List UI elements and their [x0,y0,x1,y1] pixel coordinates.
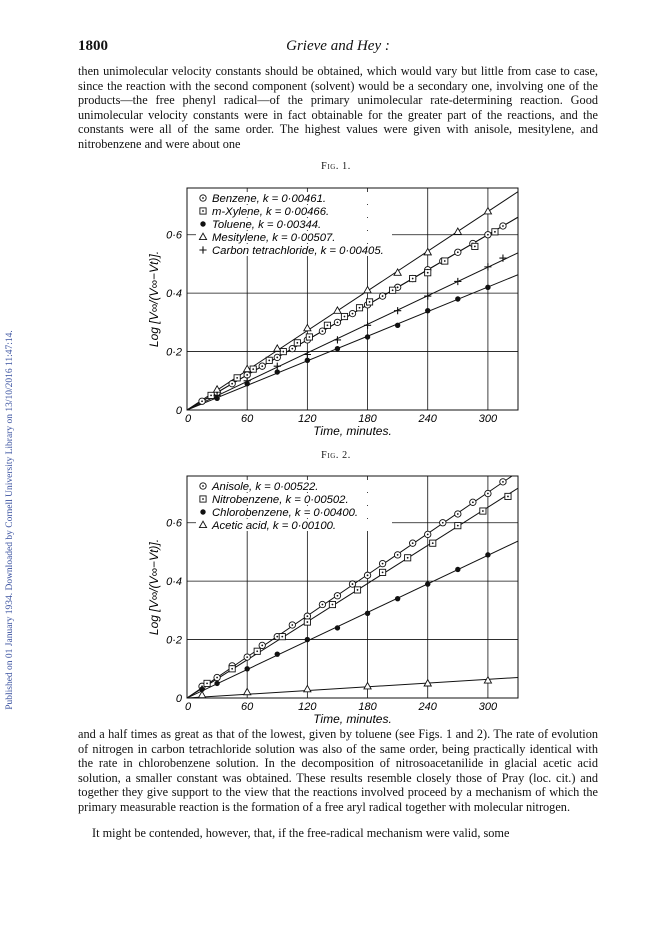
chart-2-x-axis-label: Time, minutes. [313,712,392,726]
chart-1-series-3-point [454,228,461,234]
chart-2-legend-marker-0 [200,483,206,489]
chart-1-legend-marker-0 [200,195,206,201]
chart-2-legend-entry-2: Chlorobenzene, k = 0·00400. [212,507,359,519]
figure-1-label: Fig. 1. [321,161,351,172]
chart-1-series-4-point [454,278,461,285]
figure-2-label: Fig. 2. [321,450,351,461]
paragraph-1: then unimolecular velocity constants should be obtained, which would vary but little from case to case, since the reaction with the second component (solvent) would be a secondary one, involving one of the products—the free phenyl radical—of the primary unimolecular rate-determining reaction. Good unimolecular velocity constants were in fact obtainable for the greater part of the reactions, and the constants were all of the same order. The highest values were given with anisole, mesitylene, and nitrobenzene and were about one [78,64,598,151]
chart-2-legend-marker-1 [200,496,206,502]
chart-1-series-1-point [442,258,448,264]
chart-1-series-0-point [334,319,340,325]
chart-1-series-1-point [425,270,431,276]
chart-2-series-0-point [485,490,491,496]
chart-2-y-tick-label: 0·2 [166,634,182,647]
chart-2-series-1-point [329,601,335,607]
chart-2-series-1-point [279,634,285,640]
chart-1-y-tick-label: 0·2 [166,346,182,359]
page-header [78,38,598,58]
chart-2-series-0-point [244,654,250,660]
chart-2-series-0-point [289,622,295,628]
figure-2-chart [0,466,672,738]
chart-1-legend-entry-2: Toluene, k = 0·00344. [212,219,322,231]
chart-2-series-0-point [259,642,265,648]
chart-2-y-axis-label: Log [V∞/(V∞−Vt)]. [147,538,161,636]
chart-1-series-1-point [266,357,272,363]
chart-2-legend-entry-3: Acetic acid, k = 0·00100. [212,520,337,532]
chart-1-series-1-point [234,375,240,381]
chart-2-series-0-point [304,613,310,619]
chart-2-series-0-point [319,601,325,607]
chart-1-x-tick-label: 60 [241,413,254,425]
chart-2-series-2-point [244,666,249,671]
page-number: 1800 [78,38,108,54]
chart-1-series-2-point [455,296,460,301]
chart-2-series-0-point [440,520,446,526]
paragraph-2: and a half times as great as that of the lowest, given by toluene (see Figs. 1 and 2). The rate of evolution of nitrogen in carbon tetrachloride solution was also of the same order, being practically identical with the rate in chlorobenzene solution. In the decomposition of nitrosoacetanilide in glacial acetic acid solution, a smaller constant was obtained. These results resemble closely those of Pray (loc. cit.) and together they give support to the view that the reactions involved proceed by a mechanism of which the primary measurable reaction is the formation of a free aryl radical together with molecular nitrogen. [78,727,598,814]
chart-2-series-0-point [334,593,340,599]
chart-1-series-1-point [306,334,312,340]
chart-1-series-2-line [187,275,518,410]
chart-1-y-tick-label: 0 [175,405,182,417]
chart-2-series-2-point [305,637,310,642]
chart-2-series-3-point [304,685,311,691]
chart-2-series-3-line [187,678,518,698]
chart-2-series-1-point [254,648,260,654]
chart-2-series-0-point [455,511,461,517]
chart-2-series-1-point [304,619,310,625]
chart-1-x-tick-label: 180 [358,413,377,425]
chart-2-series-0-point [394,552,400,558]
chart-2-series-1-point [505,493,511,499]
chart-1-x-axis-label: Time, minutes. [313,424,392,438]
chart-1-series-0-point [319,328,325,334]
chart-1-series-0-point [349,310,355,316]
chart-2-series-0-point [379,560,385,566]
chart-2-series-1-point [480,508,486,514]
chart-2-series-2-point [425,581,430,586]
chart-1-series-1-point [410,275,416,281]
chart-2-y-tick-label: 0·4 [166,576,182,589]
chart-1-series-1-point [492,229,498,235]
chart-2-series-2-point [455,567,460,572]
chart-1-legend-entry-1: m-Xylene, k = 0·00466. [212,206,330,218]
chart-2-legend-marker-2 [200,509,205,514]
chart-2-series-1-point [405,555,411,561]
chart-2-svg [0,466,672,738]
chart-2-series-1-point [229,666,235,672]
chart-1-series-3-point [484,208,491,214]
chart-2-series-3-point [244,688,251,694]
chart-2-series-1-point [379,569,385,575]
chart-1-series-0-point [229,381,235,387]
chart-1-series-0-point [455,249,461,255]
chart-2-series-2-line [187,541,518,698]
chart-2-series-0-point [425,531,431,537]
chart-2-series-0-point [500,479,506,485]
chart-2-series-1-point [204,680,210,686]
chart-2-series-1-point [354,587,360,593]
chart-2-series-3-point [364,683,371,689]
chart-1-x-tick-label: 120 [298,413,317,425]
chart-2-x-tick-label: 300 [478,701,498,713]
chart-2-series-0-point [349,581,355,587]
chart-1-series-0-point [199,398,205,404]
chart-2-x-tick-label: 180 [358,701,377,713]
chart-1-series-4-point [499,255,506,262]
chart-1-series-2-point [275,369,280,374]
chart-1-series-0-point [379,293,385,299]
paragraph-3: It might be contended, however, that, if the free-radical mechanism were valid, some [92,826,510,840]
chart-2-y-tick-label: 0 [175,693,182,705]
chart-1-y-axis-label: Log [V∞/(V∞−Vt)]. [147,250,161,348]
download-watermark-text: Published on 01 January 1934. Downloaded by Cornell University Library on 13/10/2016 11:47:14. [5,330,15,710]
chart-1-series-0-point [244,372,250,378]
chart-1-legend [196,192,392,257]
chart-1-y-tick-label: 0·6 [166,229,182,242]
chart-2-y-tick-label: 0·6 [166,517,182,530]
chart-2-series-0-point [409,540,415,546]
chart-1-series-2-point [335,346,340,351]
chart-1-legend-entry-4: Carbon tetrachloride, k = 0·00405. [212,245,384,257]
chart-1-series-2-point [485,285,490,290]
chart-2-series-2-point [365,611,370,616]
chart-2-legend-entry-1: Nitrobenzene, k = 0·00502. [212,494,349,506]
chart-1-series-4-line [187,253,518,410]
chart-1-series-2-point [425,308,430,313]
chart-1-series-1-point [208,392,214,398]
chart-2-series-2-point [395,596,400,601]
chart-1-series-1-point [366,299,372,305]
chart-1-x-tick-label: 240 [418,413,437,425]
chart-1-series-4-point [484,263,491,270]
chart-2-legend-entry-0: Anisole, k = 0·00522. [212,481,319,493]
chart-2-x-tick-label: 240 [418,701,437,713]
chart-2-series-2-point [275,651,280,656]
chart-1-series-1-point [294,340,300,346]
chart-1-x-tick-label: 0 [184,413,192,425]
chart-1-svg [0,178,672,450]
chart-2-legend [196,480,392,532]
chart-2-series-2-point [214,681,219,686]
chart-1-x-tick-label: 300 [478,413,498,425]
chart-1-legend-entry-0: Benzene, k = 0·00461. [212,193,326,205]
chart-1-series-0-point [485,232,491,238]
chart-1-legend-marker-2 [200,221,205,226]
chart-1-series-1-point [390,287,396,293]
chart-1-series-4-point [424,292,431,299]
chart-2-series-0-point [214,674,220,680]
chart-1-series-3-point [334,307,341,313]
chart-2-series-0-point [470,499,476,505]
chart-1-series-1-point [472,243,478,249]
chart-2-series-1-point [430,540,436,546]
chart-2-series-1-point [455,523,461,529]
chart-1-series-2-point [395,323,400,328]
chart-1-series-3-point [304,324,311,330]
chart-2-series-2-point [485,552,490,557]
chart-1-series-0-point [289,345,295,351]
chart-1-series-2-point [365,334,370,339]
chart-1-series-0-point [274,354,280,360]
chart-1-y-tick-label: 0·4 [166,288,182,301]
chart-1-legend-entry-3: Mesitylene, k = 0·00507. [212,232,336,244]
chart-1-series-1-point [341,313,347,319]
chart-2-series-0-point [364,572,370,578]
chart-1-series-2-point [305,358,310,363]
chart-2-x-tick-label: 120 [298,701,317,713]
chart-1-legend-marker-1 [200,208,206,214]
running-head: Grieve and Hey : [286,38,390,54]
chart-1-series-0-point [259,363,265,369]
chart-1-series-0-point [500,223,506,229]
chart-1-series-1-point [324,322,330,328]
chart-1-series-1-point [356,305,362,311]
chart-2-x-tick-label: 0 [184,701,192,713]
chart-1-series-4-point [394,307,401,314]
chart-2-series-2-point [335,625,340,630]
chart-2-x-tick-label: 60 [241,701,254,713]
figure-1-chart [0,178,672,450]
